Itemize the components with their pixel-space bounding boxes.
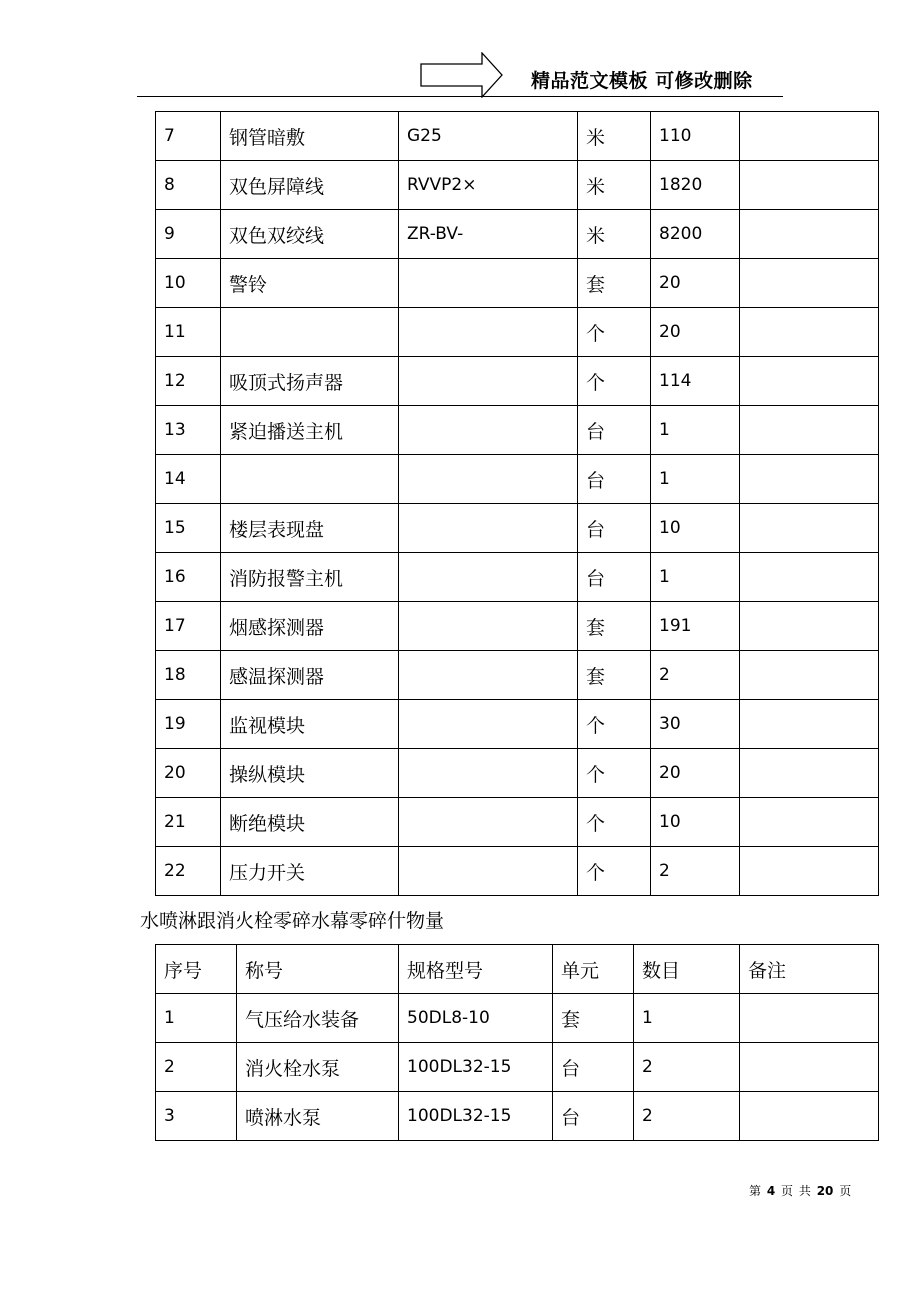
- cell-note: [740, 1043, 879, 1092]
- cell-no: 12: [156, 357, 221, 406]
- table-row: [156, 749, 879, 798]
- cell-no: 20: [156, 749, 221, 798]
- cell-note: [740, 504, 879, 553]
- cell-name: 断绝模块: [221, 798, 399, 847]
- cell-no: 18: [156, 651, 221, 700]
- cell-no: 21: [156, 798, 221, 847]
- table-row: [156, 455, 879, 504]
- cell-unit: 台: [578, 455, 651, 504]
- cell-unit: 套: [578, 602, 651, 651]
- arrow-right-icon: [420, 52, 504, 98]
- cell-name: [221, 308, 399, 357]
- cell-spec: [399, 504, 578, 553]
- header-qty: 数目: [634, 945, 740, 994]
- table-row: [156, 994, 879, 1043]
- table-row: [156, 700, 879, 749]
- cell-note: [740, 994, 879, 1043]
- table-row: [156, 504, 879, 553]
- cell-qty: 10: [651, 504, 740, 553]
- table-row: [156, 112, 879, 161]
- table-row: [156, 847, 879, 896]
- cell-qty: 114: [651, 357, 740, 406]
- header-name: 称号: [237, 945, 399, 994]
- cell-spec: [399, 455, 578, 504]
- cell-unit: 个: [578, 357, 651, 406]
- cell-qty: 20: [651, 259, 740, 308]
- cell-unit: 套: [553, 994, 634, 1043]
- cell-note: [740, 210, 879, 259]
- cell-unit: 个: [578, 749, 651, 798]
- cell-no: 14: [156, 455, 221, 504]
- cell-spec: 50DL8-10: [399, 994, 553, 1043]
- cell-name: 感温探测器: [221, 651, 399, 700]
- cell-spec: [399, 847, 578, 896]
- cell-qty: 20: [651, 308, 740, 357]
- equipment-table-1: [155, 111, 879, 896]
- cell-name: 双色屏障线: [221, 161, 399, 210]
- cell-qty: 2: [651, 651, 740, 700]
- cell-note: [740, 455, 879, 504]
- header-title: 精品范文模板 可修改删除: [531, 70, 753, 92]
- cell-note: [740, 406, 879, 455]
- cell-spec: [399, 602, 578, 651]
- cell-qty: 1: [651, 553, 740, 602]
- table-row: [156, 1043, 879, 1092]
- cell-note: [740, 259, 879, 308]
- cell-unit: 套: [578, 651, 651, 700]
- cell-name: 消防报警主机: [221, 553, 399, 602]
- cell-unit: 个: [578, 308, 651, 357]
- header-divider: [137, 96, 783, 97]
- cell-name: [221, 455, 399, 504]
- cell-qty: 1: [651, 455, 740, 504]
- cell-spec: [399, 308, 578, 357]
- cell-note: [740, 749, 879, 798]
- cell-unit: 米: [578, 210, 651, 259]
- cell-unit: 台: [578, 553, 651, 602]
- header-spec: 规格型号: [399, 945, 553, 994]
- cell-qty: 2: [634, 1043, 740, 1092]
- cell-spec: [399, 651, 578, 700]
- equipment-table-2: [155, 944, 879, 1141]
- cell-spec: [399, 357, 578, 406]
- cell-qty: 191: [651, 602, 740, 651]
- cell-name: 压力开关: [221, 847, 399, 896]
- cell-unit: 台: [578, 406, 651, 455]
- cell-name: 消火栓水泵: [237, 1043, 399, 1092]
- cell-qty: 10: [651, 798, 740, 847]
- cell-unit: 个: [578, 847, 651, 896]
- equipment-table-1-body: [156, 112, 879, 896]
- cell-unit: 台: [553, 1043, 634, 1092]
- cell-no: 1: [156, 994, 237, 1043]
- table-row: [156, 798, 879, 847]
- cell-name: 钢管暗敷: [221, 112, 399, 161]
- header-unit: 单元: [553, 945, 634, 994]
- cell-note: [740, 161, 879, 210]
- table-row: [156, 406, 879, 455]
- cell-note: [740, 798, 879, 847]
- cell-spec: G25: [399, 112, 578, 161]
- header-note: 备注: [740, 945, 879, 994]
- cell-name: 紧迫播送主机: [221, 406, 399, 455]
- cell-note: [740, 553, 879, 602]
- cell-spec: 100DL32-15: [399, 1092, 553, 1141]
- table-row: [156, 308, 879, 357]
- cell-unit: 台: [553, 1092, 634, 1141]
- table-header-row: [156, 945, 879, 994]
- cell-note: [740, 847, 879, 896]
- cell-note: [740, 308, 879, 357]
- cell-qty: 1820: [651, 161, 740, 210]
- cell-spec: [399, 553, 578, 602]
- cell-no: 3: [156, 1092, 237, 1141]
- cell-unit: 个: [578, 700, 651, 749]
- table-row: [156, 210, 879, 259]
- cell-spec: [399, 700, 578, 749]
- cell-spec: [399, 749, 578, 798]
- cell-name: 楼层表现盘: [221, 504, 399, 553]
- cell-qty: 30: [651, 700, 740, 749]
- cell-name: 烟感探测器: [221, 602, 399, 651]
- cell-no: 10: [156, 259, 221, 308]
- cell-name: 吸顶式扬声器: [221, 357, 399, 406]
- cell-qty: 20: [651, 749, 740, 798]
- cell-no: 16: [156, 553, 221, 602]
- footer-mid: 页 共: [781, 1184, 811, 1198]
- cell-note: [740, 651, 879, 700]
- cell-no: 13: [156, 406, 221, 455]
- cell-qty: 2: [634, 1092, 740, 1141]
- cell-no: 2: [156, 1043, 237, 1092]
- cell-qty: 110: [651, 112, 740, 161]
- table-row: [156, 602, 879, 651]
- footer-prefix: 第: [749, 1184, 762, 1198]
- cell-qty: 8200: [651, 210, 740, 259]
- cell-name: 双色双绞线: [221, 210, 399, 259]
- cell-no: 15: [156, 504, 221, 553]
- cell-unit: 台: [578, 504, 651, 553]
- cell-no: 17: [156, 602, 221, 651]
- cell-spec: [399, 259, 578, 308]
- header-no: 序号: [156, 945, 237, 994]
- cell-name: 喷淋水泵: [237, 1092, 399, 1141]
- cell-spec: 100DL32-15: [399, 1043, 553, 1092]
- footer-suffix: 页: [839, 1184, 852, 1198]
- cell-no: 11: [156, 308, 221, 357]
- cell-no: 9: [156, 210, 221, 259]
- cell-spec: RVVP2×: [399, 161, 578, 210]
- cell-no: 7: [156, 112, 221, 161]
- cell-unit: 米: [578, 112, 651, 161]
- cell-qty: 1: [634, 994, 740, 1043]
- cell-note: [740, 112, 879, 161]
- cell-spec: [399, 406, 578, 455]
- table-row: [156, 357, 879, 406]
- footer-total-pages: 20: [816, 1184, 834, 1198]
- cell-no: 22: [156, 847, 221, 896]
- cell-name: 警铃: [221, 259, 399, 308]
- cell-name: 操纵模块: [221, 749, 399, 798]
- table-row: [156, 1092, 879, 1141]
- table-row: [156, 553, 879, 602]
- cell-name: 气压给水装备: [237, 994, 399, 1043]
- cell-name: 监视模块: [221, 700, 399, 749]
- cell-spec: [399, 798, 578, 847]
- section-title: 水喷淋跟消火栓零碎水幕零碎什物量: [140, 910, 445, 932]
- equipment-table-2-body: [156, 994, 879, 1141]
- cell-qty: 2: [651, 847, 740, 896]
- cell-no: 19: [156, 700, 221, 749]
- table-row: [156, 651, 879, 700]
- cell-note: [740, 602, 879, 651]
- cell-note: [740, 1092, 879, 1141]
- cell-unit: 米: [578, 161, 651, 210]
- page-footer: [749, 1182, 851, 1199]
- cell-note: [740, 700, 879, 749]
- cell-qty: 1: [651, 406, 740, 455]
- cell-unit: 套: [578, 259, 651, 308]
- cell-unit: 个: [578, 798, 651, 847]
- table-row: [156, 259, 879, 308]
- cell-no: 8: [156, 161, 221, 210]
- table-row: [156, 161, 879, 210]
- footer-page-number: 4: [766, 1184, 776, 1198]
- cell-note: [740, 357, 879, 406]
- page-header: [0, 0, 920, 100]
- cell-spec: ZR-BV-: [399, 210, 578, 259]
